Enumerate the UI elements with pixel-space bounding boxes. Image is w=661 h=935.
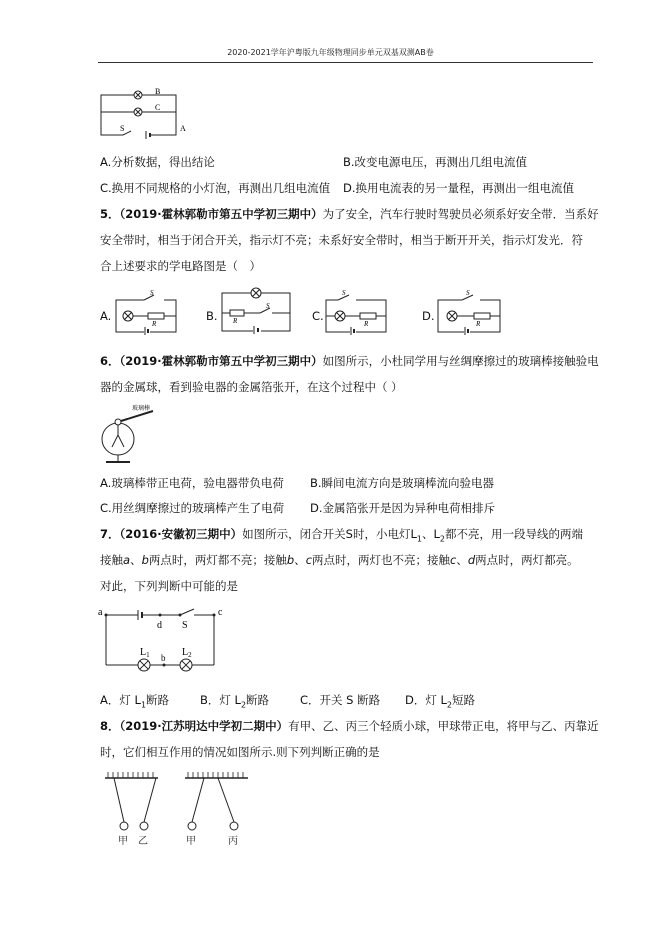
ball-yi: 乙 xyxy=(138,836,148,847)
q7-line3: 对此，下列判断中可能的是 xyxy=(100,579,238,593)
q6-option-c: C.用丝绸摩擦过的玻璃棒产生了电荷 xyxy=(100,501,285,515)
svg-text:R: R xyxy=(152,320,157,328)
label-a: A xyxy=(180,124,186,133)
ball-bing: 丙 xyxy=(228,836,238,847)
svg-text:L2: $L_2$ xyxy=(182,647,192,659)
svg-text:R: R xyxy=(364,320,369,328)
ball-jia-1: 甲 xyxy=(118,836,128,847)
svg-text:S: S xyxy=(266,302,270,310)
option-c: C.换用不同规格的小灯泡，再测出几组电流值 xyxy=(100,181,331,195)
header-rule xyxy=(98,62,593,63)
q5-circuit-d xyxy=(436,289,506,337)
q5-option-a-label: A. xyxy=(100,309,112,323)
svg-text:a: a xyxy=(98,607,103,618)
q6-option-a: A.玻璃棒带正电荷，验电器带负电荷 xyxy=(100,476,284,490)
svg-text:c: c xyxy=(218,607,223,618)
svg-text:R: R xyxy=(476,320,481,328)
label-s: S xyxy=(120,124,125,133)
q7-line1: 7．（2016·安徽初三期中）如图所示，闭合开关S时，小电灯$L_1$、$L_2$都不亮，用一段导线的两端 xyxy=(100,527,583,544)
svg-text:R: R xyxy=(233,317,238,325)
label-b: B xyxy=(155,87,161,96)
q8-line1: 8．（2019·江苏明达中学初二期中）有甲、乙、丙三个轻质小球，甲球带正电，将甲与乙、丙靠近 xyxy=(100,719,599,733)
option-d: D.换用电流表的另一量程，再测出一组电流值 xyxy=(343,181,575,195)
q5-circuit-a xyxy=(114,289,184,337)
svg-text:S: S xyxy=(466,289,470,297)
option-a: A.分析数据，得出结论 xyxy=(100,155,215,169)
q5-option-b-label: B. xyxy=(206,309,218,323)
glass-rod-label: 玻璃棒 xyxy=(132,406,151,412)
q5-line3: 合上述要求的学电路图是（ ） xyxy=(100,259,261,273)
circuit-figure-top xyxy=(98,88,198,138)
q8-line2: 时，它们相互作用的情况如图所示.则下列判断正确的是 xyxy=(100,745,380,759)
page-header: 2020-2021学年沪粤版九年级物理同步单元双基双测AB卷 xyxy=(227,48,434,57)
svg-text:L1: $L_1$ xyxy=(140,647,150,659)
q6-option-b: B.瞬间电流方向是玻璃棒流向验电器 xyxy=(310,476,495,490)
svg-text:S: S xyxy=(182,620,188,631)
q7-option-c: C．开关 S 断路 xyxy=(300,693,381,707)
q7-option-b: B．灯 $L_2$断路 xyxy=(200,693,270,710)
svg-text:S: S xyxy=(150,289,154,297)
svg-text:b: b xyxy=(161,653,166,663)
label-c: C xyxy=(155,103,161,112)
q5-line1: 5．（2019·霍林郭勒市第五中学初三期中）为了安全，汽车行驶时驾驶员必须系好安全带．当系好 xyxy=(100,207,599,221)
svg-text:d: d xyxy=(157,620,162,631)
q5-circuit-b xyxy=(220,287,295,335)
q6-line1: 6．（2019·霍林郭勒市第五中学初三期中）如图所示，小杜同学用与丝绸摩擦过的玻璃棒接触验电 xyxy=(100,354,599,368)
q8-pendulum-figure xyxy=(100,768,260,853)
q7-option-a: A．灯 $L_1$断路 xyxy=(100,693,170,710)
electroscope-figure xyxy=(98,405,168,470)
ball-jia-2: 甲 xyxy=(186,836,196,847)
q5-option-d-label: D. xyxy=(422,309,435,323)
q6-option-d: D.金属箔张开是因为异种电荷相排斥 xyxy=(310,501,496,515)
q5-line2: 安全带时，相当于闭合开关，指示灯不亮；未系好安全带时，相当于断开开关，指示灯发光．符 xyxy=(100,233,583,247)
q5-circuit-c xyxy=(324,289,394,337)
q5-option-c-label: C. xyxy=(312,309,324,323)
svg-text:S: S xyxy=(342,289,346,297)
q7-line2: 接触a、b两点时，两灯都不亮；接触b、c两点时，两灯也不亮；接触c、d两点时，两灯都亮。 xyxy=(100,553,579,567)
q6-line2: 器的金属球，看到验电器的金属箔张开，在这个过程中（ ） xyxy=(100,380,403,394)
q7-option-d: D．灯 $L_2$短路 xyxy=(405,693,476,710)
q7-circuit-figure xyxy=(98,603,228,678)
option-b: B.改变电源电压，再测出几组电流值 xyxy=(343,155,528,169)
